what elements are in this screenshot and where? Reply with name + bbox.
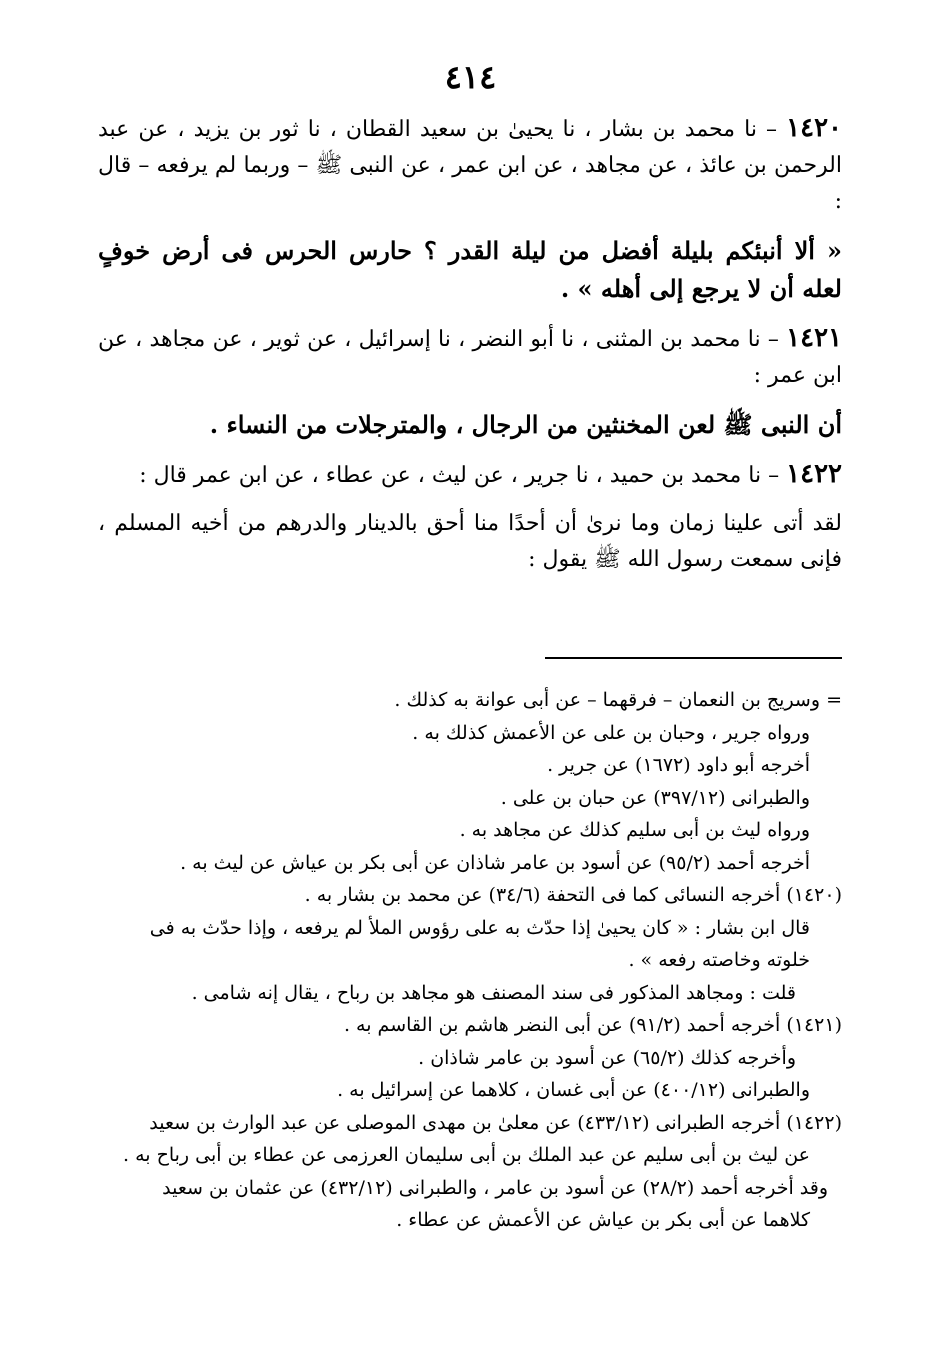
footnote-line: ورواه ليث بن أبى سليم كذلك عن مجاهد به . [459,819,810,841]
footnote-line: قلت : ومجاهد المذكور فى سند المصنف هو مجاهد بن رباح ، يقال إنه شامى . [191,981,796,1004]
hadith-1420-isnad [98,110,842,220]
hadith-1422-matn: لقد أتى علينا زمان وما نرىٰ أن أحدًا منا أحق بالدينار والدرهم من أخيه المسلم ، فإنى سمعت رسول الله ﷺ يقول : [98,511,842,572]
hadith-1420-matn: « ألا أنبئكم بليلة أفضل من ليلة القدر ؟ حارس الحرس فى أرض خوفٍ لعله أن لا يرجع إلى أهله » . [98,236,842,303]
footnote-line: وقد أخرجه أحمد (٢٨/٢) عن أسود بن عامر ، والطبرانى (٤٣٢/١٢) عن عثمان بن سعيد [162,1176,828,1199]
footnote-line: خلوته وخاصته رفعه » . [628,949,810,971]
footnote-line: أخرجه أحمد (٩٥/٢) عن أسود بن عامر شاذان عن أبى بكر بن عياش عن ليث به . [180,851,810,874]
footnote-line: قال ابن بشار : « كان يحيىٰ إذا حدّث به على رؤوس الملأ لم يرفعه ، وإذا حدّث به فى [149,916,810,939]
footnote-line: = وسريج بن النعمان – فرقهما – عن أبى عوانة به كذلك . [394,689,842,711]
hadith-number: ١٤٢٠ [786,113,843,143]
footnote-line: (١٤٢٢) أخرجه الطبرانى (٤٣٣/١٢) عن معلىٰ بن مهدى الموصلى عن عبد الوارث بن سعيد [149,1111,842,1134]
footnotes [98,684,842,1237]
footnote-line: (١٤٢٠) أخرجه النسائى كما فى التحفة (٣٤/٦) عن محمد بن بشار به . [304,884,842,906]
footnote-separator [545,657,842,659]
hadith-1421-isnad [98,320,842,394]
hadith-number: ١٤٢٢ [786,459,842,489]
footnote-line: كلاهما عن أبى بكر بن عياش عن الأعمش عن عطاء . [396,1209,810,1231]
hadith-1422-isnad [98,456,842,494]
page-number: ٤١٤ [444,58,497,96]
footnote-line: (١٤٢١) أخرجه أحمد (٩١/٢) عن أبى النضر هاشم بن القاسم به . [343,1014,842,1036]
main-text [98,110,842,578]
hadith-number: ١٤٢١ [786,323,842,353]
isnad-text: – نا محمد بن المثنى ، نا أبو النضر ، نا إسرائيل ، عن ثوير ، عن مجاهد ، عن ابن عمر : [98,327,842,388]
isnad-text: – نا محمد بن بشار ، نا يحيىٰ بن سعيد القطان ، نا ثور بن يزيد ، عن عبد الرحمن بن عائذ ، عن مجاهد ، عن ابن عمر ، عن النبى ﷺ – وربما لم يرفعه – قال : [98,117,842,214]
footnote-line: ورواه جرير ، وحبان بن على عن الأعمش كذلك به . [412,721,810,744]
footnote-line: عن ليث بن أبى سليم عن عبد الملك بن أبى سليمان العرزمى عن عطاء بن أبى رباح به . [123,1144,810,1166]
footnote-line: والطبرانى (٣٩٧/١٢) عن حبان بن على . [500,786,810,809]
isnad-text: – نا محمد بن حميد ، نا جرير ، عن ليث ، عن عطاء ، عن ابن عمر قال : [139,463,780,488]
footnote-line: وأخرجه كذلك (٦٥/٢) عن أسود بن عامر شاذان . [418,1046,796,1069]
hadith-1421-matn: أن النبى ﷺ لعن المخنثين من الرجال ، والمترجلات من النساء . [209,410,842,439]
footnote-line: والطبرانى (٤٠٠/١٢) عن أبى غسان ، كلاهما عن إسرائيل به . [337,1079,810,1101]
footnote-line: أخرجه أبو داود (١٦٧٢) عن جرير . [547,754,810,776]
